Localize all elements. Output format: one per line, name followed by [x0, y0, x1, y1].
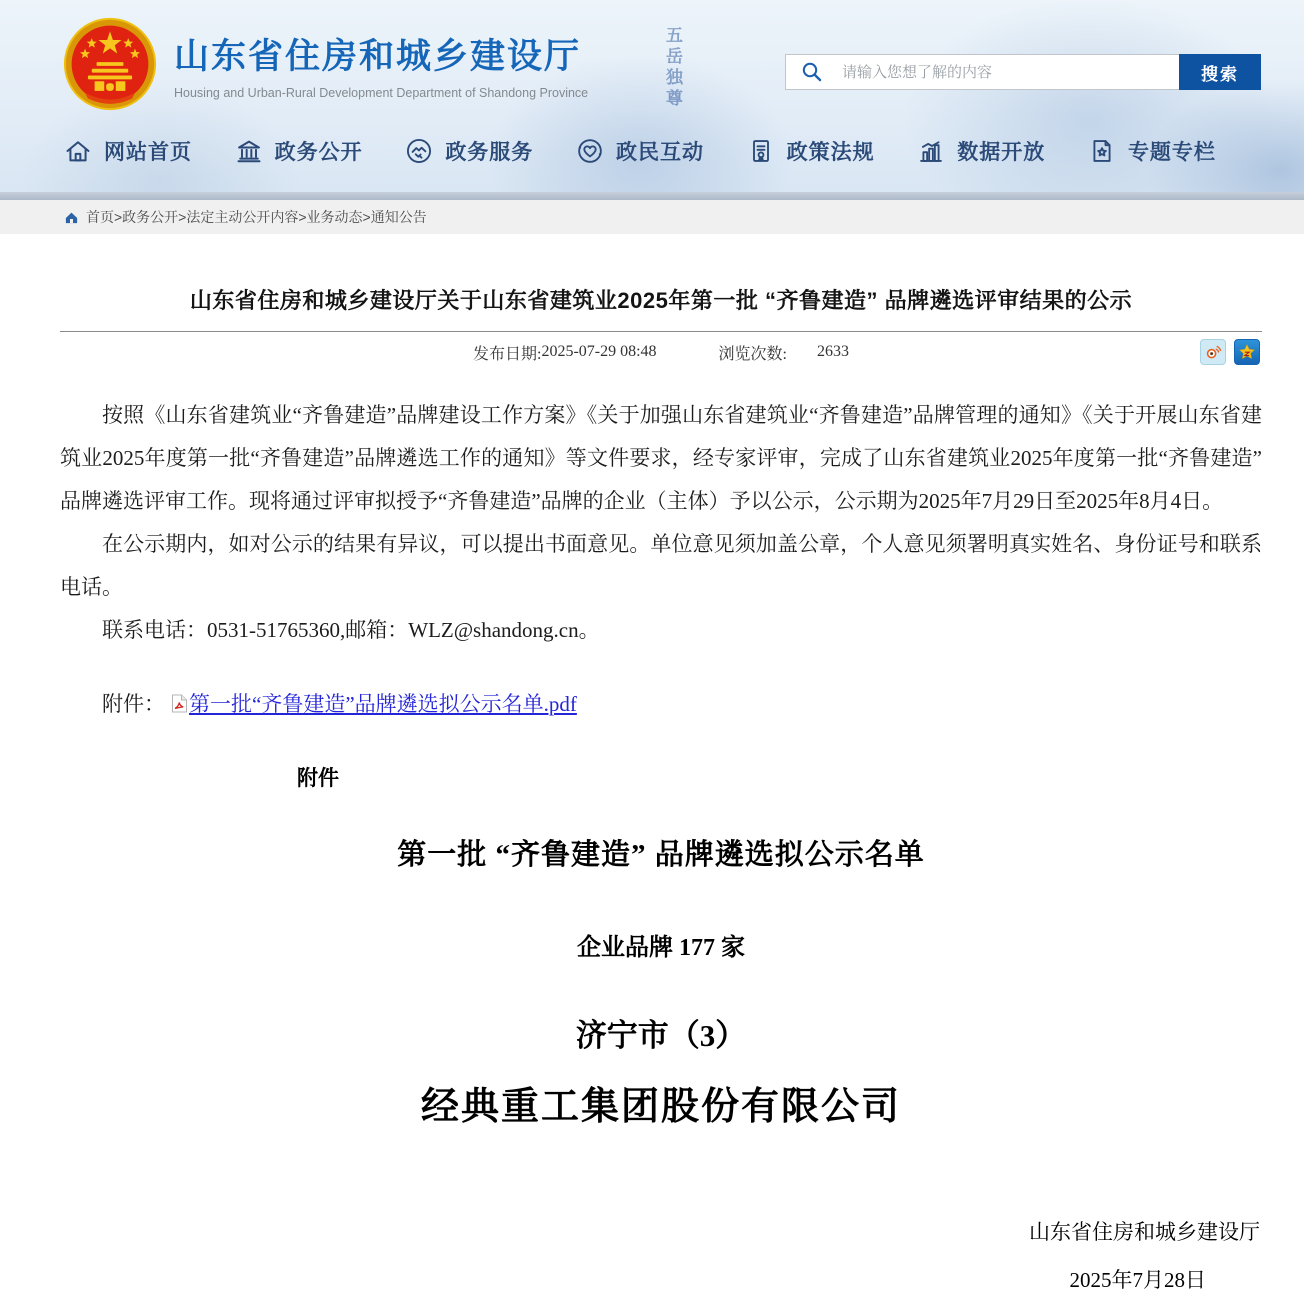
search-bar	[785, 54, 1261, 90]
views-label: 浏览次数:	[718, 345, 787, 363]
paragraph: 联系电话：0531-51765360,邮箱：WLZ@shandong.cn。	[102, 618, 600, 642]
government-building-icon	[235, 137, 263, 165]
views-value: 2633	[817, 343, 849, 360]
heart-interaction-icon	[576, 137, 604, 165]
nav-item-label: 政民互动	[615, 141, 704, 164]
breadcrumb[interactable]	[0, 200, 1304, 234]
document-heading: 附件	[297, 766, 339, 790]
publish-date-label: 发布日期:	[472, 345, 542, 363]
pdf-file-icon	[171, 694, 188, 713]
article-title: 山东省住房和城乡建设厅关于山东省建筑业2025年第一批 “齐鲁建造” 品牌遴选评审结果的公示	[60, 284, 1262, 332]
site-brand[interactable]	[62, 16, 588, 112]
star-document-icon	[1088, 137, 1116, 165]
breadcrumb-path: 首页>政务公开>法定主动公开内容>业务动态>通知公告	[86, 209, 427, 225]
decorative-calligraphy: 五岳独尊	[663, 26, 682, 110]
handshake-icon	[405, 137, 433, 165]
nav-item-label: 专题专栏	[1127, 141, 1216, 164]
document-signature: 山东省住房和城乡建设厅	[1029, 1220, 1260, 1244]
data-chart-icon	[917, 137, 945, 165]
article-meta	[60, 332, 1262, 372]
attachment-line	[60, 688, 1262, 718]
site-header	[0, 0, 1304, 192]
site-subtitle: Housing and Urban-Rural Development Department of Shandong Province	[174, 85, 589, 100]
nav-item-label: 网站首页	[104, 141, 192, 164]
nav-item-home[interactable]	[64, 136, 192, 166]
search-button[interactable]: 搜索	[1179, 54, 1261, 90]
article-content	[0, 284, 1304, 1294]
paragraph: 按照《山东省建筑业“齐鲁建造”品牌建设工作方案》《关于加强山东省建筑业“齐鲁建造”品牌管理的通知》《关于开展山东省建筑业2025年度第一批“齐鲁建造”品牌遴选工作的通知》等文件要求，经专家评审，完成了山东省建筑业2025年度第一批“齐鲁建造”品牌遴选评审工作。现将通过评审拟授予“齐鲁建造”品牌的企业（主体）予以公示，公示期为2025年7月29日至2025年8月4日。	[60, 403, 1262, 513]
document-company-name: 经典重工集团股份有限公司	[420, 1086, 901, 1128]
nav-item-label: 数据开放	[957, 141, 1046, 164]
national-emblem-logo	[62, 16, 158, 112]
paragraph: 在公示期内，如对公示的结果有异议，可以提出书面意见。单位意见须加盖公章，个人意见须署明真实姓名、身份证号和联系电话。	[60, 532, 1262, 599]
share-weibo-button[interactable]	[1200, 339, 1226, 365]
home-icon	[64, 137, 92, 165]
weibo-icon	[1204, 343, 1222, 361]
article-body	[60, 394, 1262, 652]
nav-item-gov-services[interactable]	[405, 136, 533, 166]
document-date: 2025年7月28日	[1069, 1268, 1206, 1292]
main-nav	[64, 136, 1216, 166]
nav-item-label: 政务公开	[274, 141, 363, 164]
breadcrumb-home-icon	[64, 210, 79, 225]
nav-item-label: 政策法规	[786, 141, 875, 164]
nav-item-policies[interactable]	[747, 136, 875, 166]
site-title: 山东省住房和城乡建设厅	[174, 36, 582, 76]
document-city-heading: 济宁市（3）	[575, 1018, 747, 1053]
nav-item-interaction[interactable]	[576, 136, 704, 166]
policy-document-icon	[747, 137, 775, 165]
document-title: 第一批 “齐鲁建造” 品牌遴选拟公示名单	[397, 839, 925, 871]
nav-item-label: 政务服务	[445, 141, 534, 164]
attachment-label: 附件：	[102, 692, 165, 716]
attachment-pdf-link[interactable]: 第一批“齐鲁建造”品牌遴选拟公示名单.pdf	[189, 692, 577, 716]
share-buttons	[1200, 339, 1260, 365]
header-divider	[0, 192, 1304, 200]
nav-item-gov-info[interactable]	[235, 136, 363, 166]
search-input[interactable]	[824, 64, 1179, 81]
publish-date-value: 2025-07-29 08:48	[541, 343, 657, 360]
search-icon	[800, 60, 824, 84]
embedded-document	[60, 762, 1262, 1294]
nav-item-open-data[interactable]	[917, 136, 1045, 166]
share-qzone-button[interactable]	[1234, 339, 1260, 365]
nav-item-special-topics[interactable]	[1088, 136, 1216, 166]
document-subtitle: 企业品牌 177 家	[577, 935, 745, 961]
qzone-star-icon	[1238, 343, 1256, 361]
